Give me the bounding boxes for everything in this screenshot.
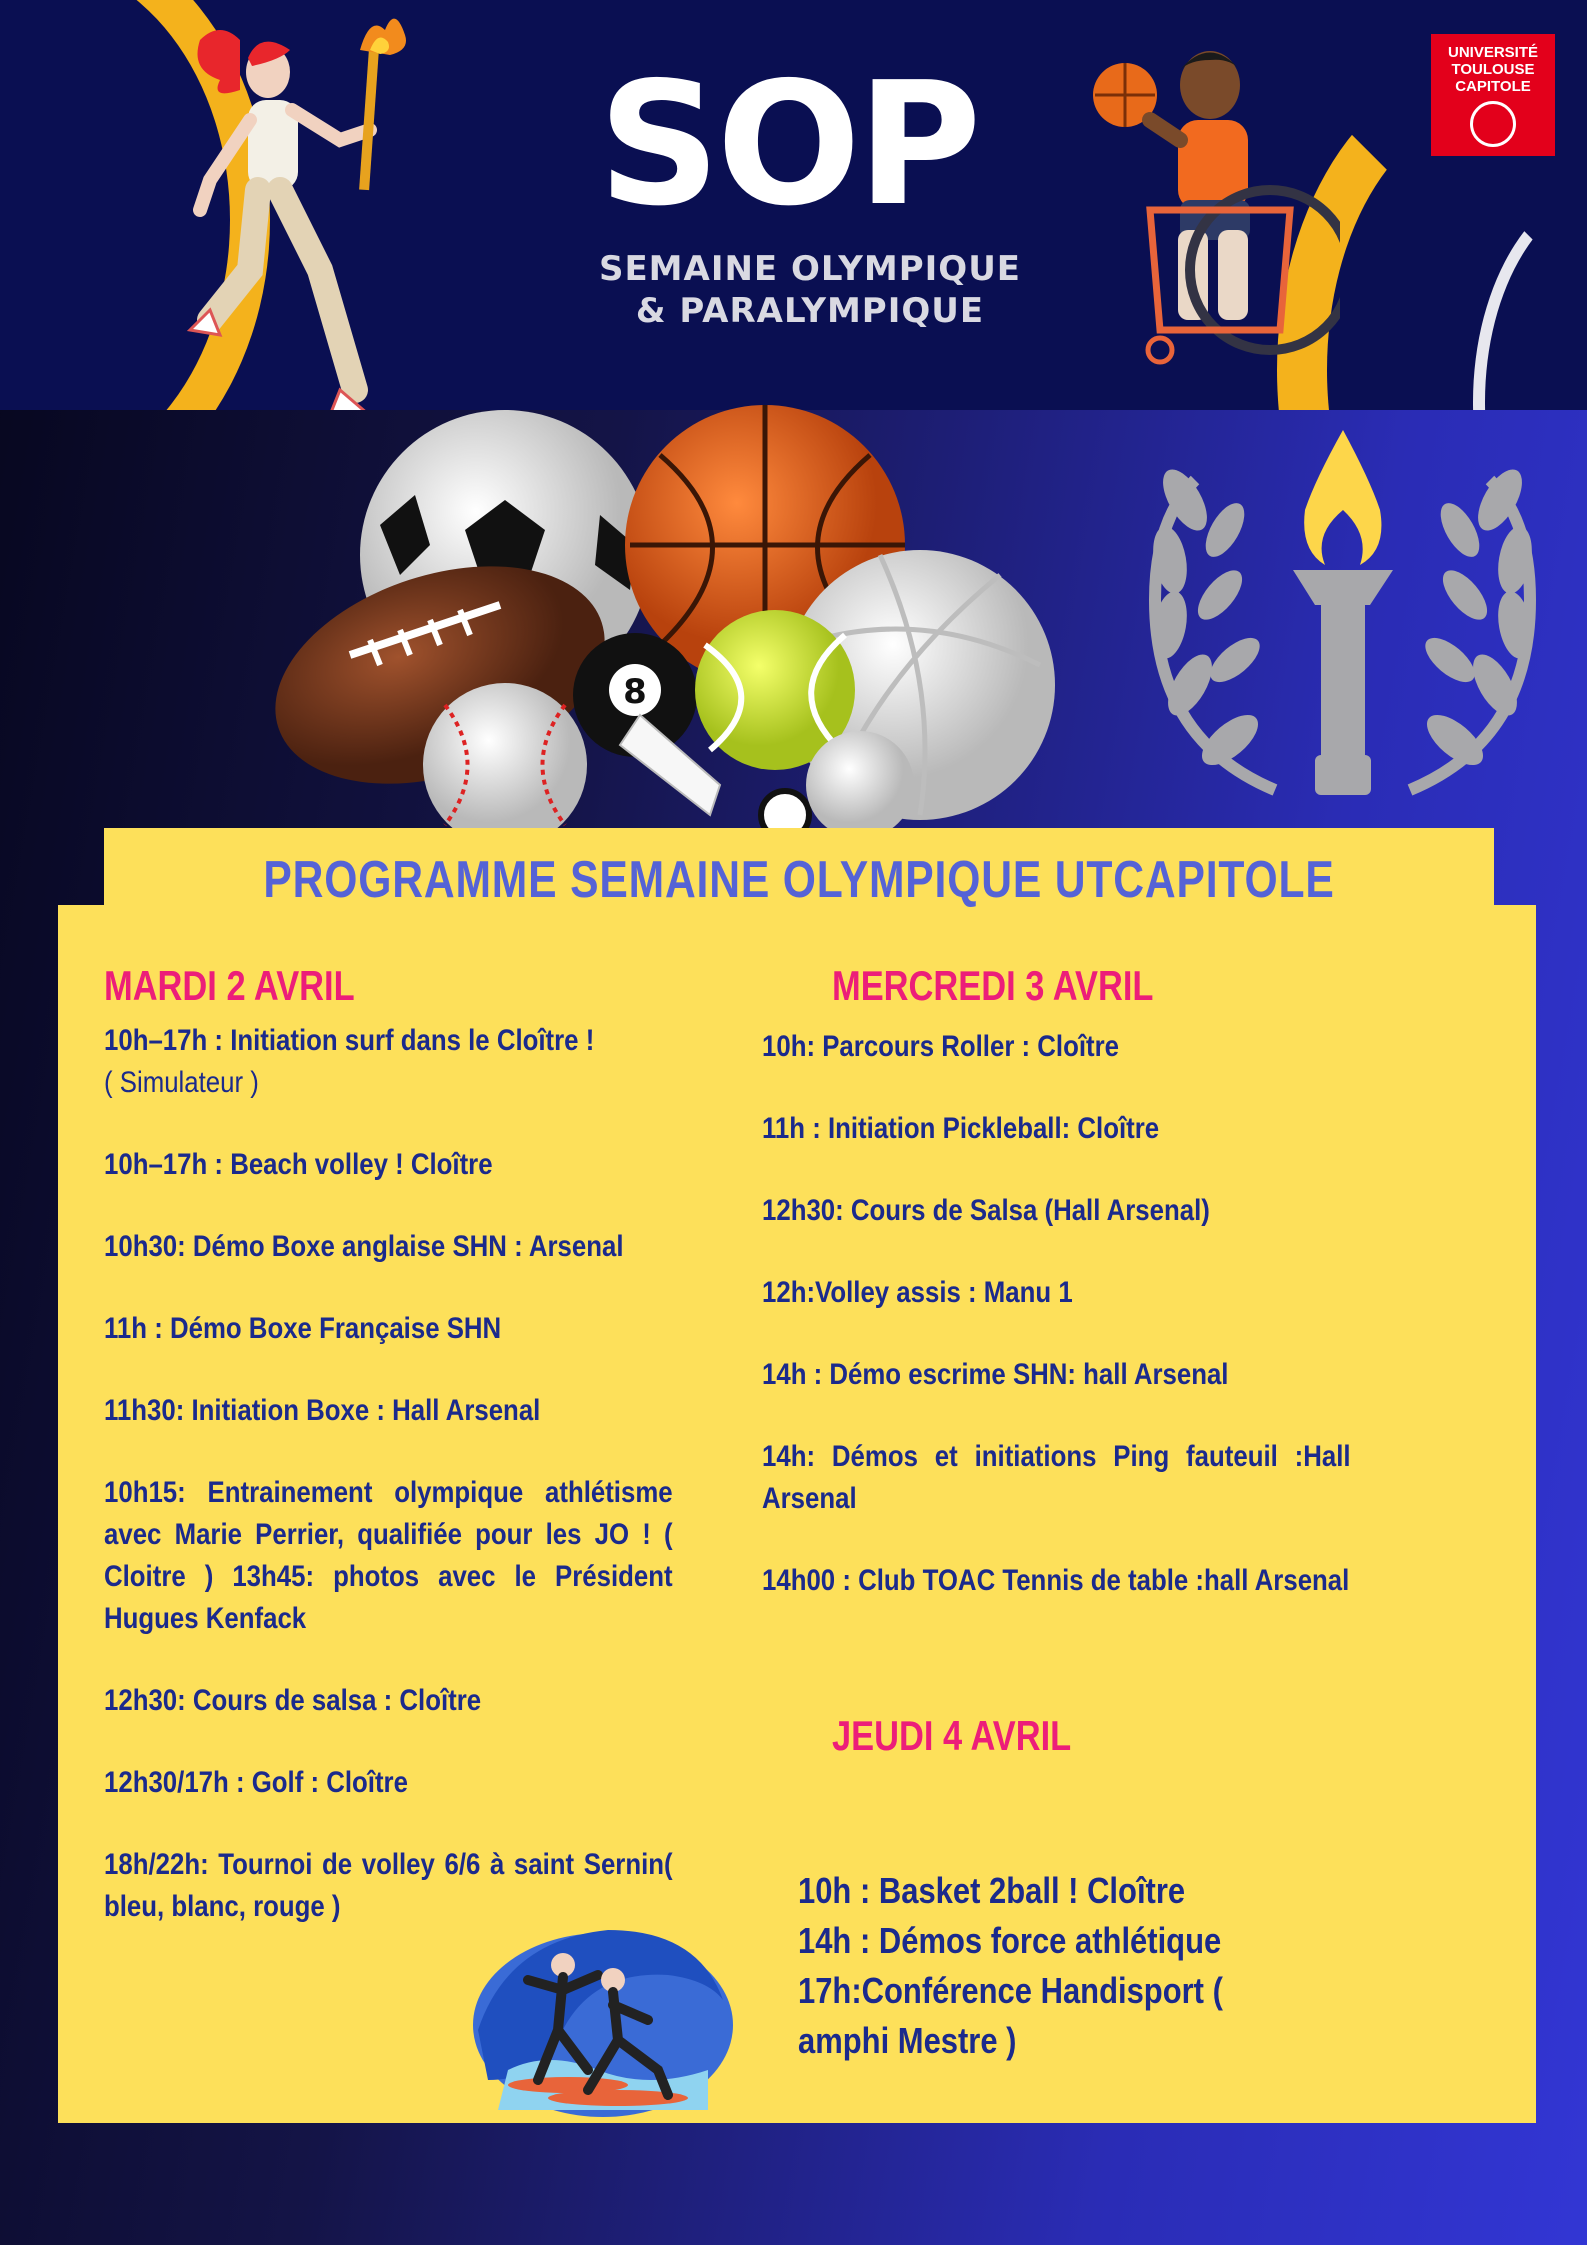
torch-runner-illustration xyxy=(180,10,460,410)
day-title-tuesday: MARDI 2 AVRIL xyxy=(104,962,355,1009)
list-item: 12h30: Cours de Salsa (Hall Arsenal) xyxy=(762,1194,1210,1227)
wednesday-events xyxy=(762,1026,1352,1642)
list-item: 11h30: Initiation Boxe : Hall Arsenal xyxy=(104,1394,541,1427)
list-item: 17h:Conférence Handisport ( amphi Mestre ) xyxy=(798,1970,1223,2061)
torch-laurel-icon xyxy=(1125,420,1560,810)
wheelchair-basketball-illustration xyxy=(1080,30,1340,380)
list-item: 10h15: Entrainement olympique athlétisme avec Marie Perrier, qualifiée pour les JO ! ( Cloitre ) 13h45: photos avec le Président Hugues Kenfack xyxy=(104,1476,673,1635)
list-item: 14h : Démos force athlétique xyxy=(798,1920,1222,1961)
list-item: 14h00 : Club TOAC Tennis de table :hall Arsenal xyxy=(762,1564,1350,1597)
day-title-thursday: JEUDI 4 AVRIL xyxy=(832,1712,1072,1759)
sop-subtitle xyxy=(590,248,1030,332)
list-item: 12h:Volley assis : Manu 1 xyxy=(762,1276,1073,1309)
program-title: PROGRAMME SEMAINE OLYMPIQUE UTCAPITOLE xyxy=(263,851,1335,909)
list-item: 10h–17h : Beach volley ! Cloître xyxy=(104,1148,493,1181)
list-item: 11h : Initiation Pickleball: Cloître xyxy=(762,1112,1160,1145)
subtitle-line-2: & PARALYMPIQUE xyxy=(635,291,985,331)
tuesday-events xyxy=(104,1020,674,1968)
list-item: 11h : Démo Boxe Française SHN xyxy=(104,1312,502,1345)
surfers-illustration xyxy=(468,1920,738,2120)
sop-logo-text: SOP xyxy=(598,46,978,244)
header-banner xyxy=(0,0,1587,410)
university-seal-icon xyxy=(1470,101,1516,147)
thursday-events xyxy=(798,1866,1358,2066)
list-item: ( Simulateur ) xyxy=(104,1066,259,1099)
list-item: 10h: Parcours Roller : Cloître xyxy=(762,1030,1119,1063)
sports-balls-illustration xyxy=(240,405,1100,845)
list-item: 14h : Démo escrime SHN: hall Arsenal xyxy=(762,1358,1229,1391)
list-item: 14h: Démos et initiations Ping fauteuil :Hall Arsenal xyxy=(762,1440,1351,1515)
university-logo xyxy=(1431,34,1555,156)
svg-text:8: 8 xyxy=(623,672,647,712)
list-item: 18h/22h: Tournoi de volley 6/6 à saint Sernin( bleu, blanc, rouge ) xyxy=(104,1848,673,1923)
subtitle-line-1: SEMAINE OLYMPIQUE xyxy=(598,249,1022,289)
list-item: 10h–17h : Initiation surf dans le Cloître ! xyxy=(104,1024,595,1057)
university-name-line-1: UNIVERSITÉ xyxy=(1447,44,1538,61)
university-name-line-2: TOULOUSE xyxy=(1451,61,1535,78)
list-item: 10h : Basket 2ball ! Cloître xyxy=(798,1870,1186,1911)
day-title-wednesday: MERCREDI 3 AVRIL xyxy=(832,962,1154,1009)
sop-logo xyxy=(598,46,1018,244)
list-item: 12h30: Cours de salsa : Cloître xyxy=(104,1684,482,1717)
university-name-line-3: CAPITOLE xyxy=(1455,78,1531,95)
list-item: 10h30: Démo Boxe anglaise SHN : Arsenal xyxy=(104,1230,624,1263)
list-item: 12h30/17h : Golf : Cloître xyxy=(104,1766,408,1799)
